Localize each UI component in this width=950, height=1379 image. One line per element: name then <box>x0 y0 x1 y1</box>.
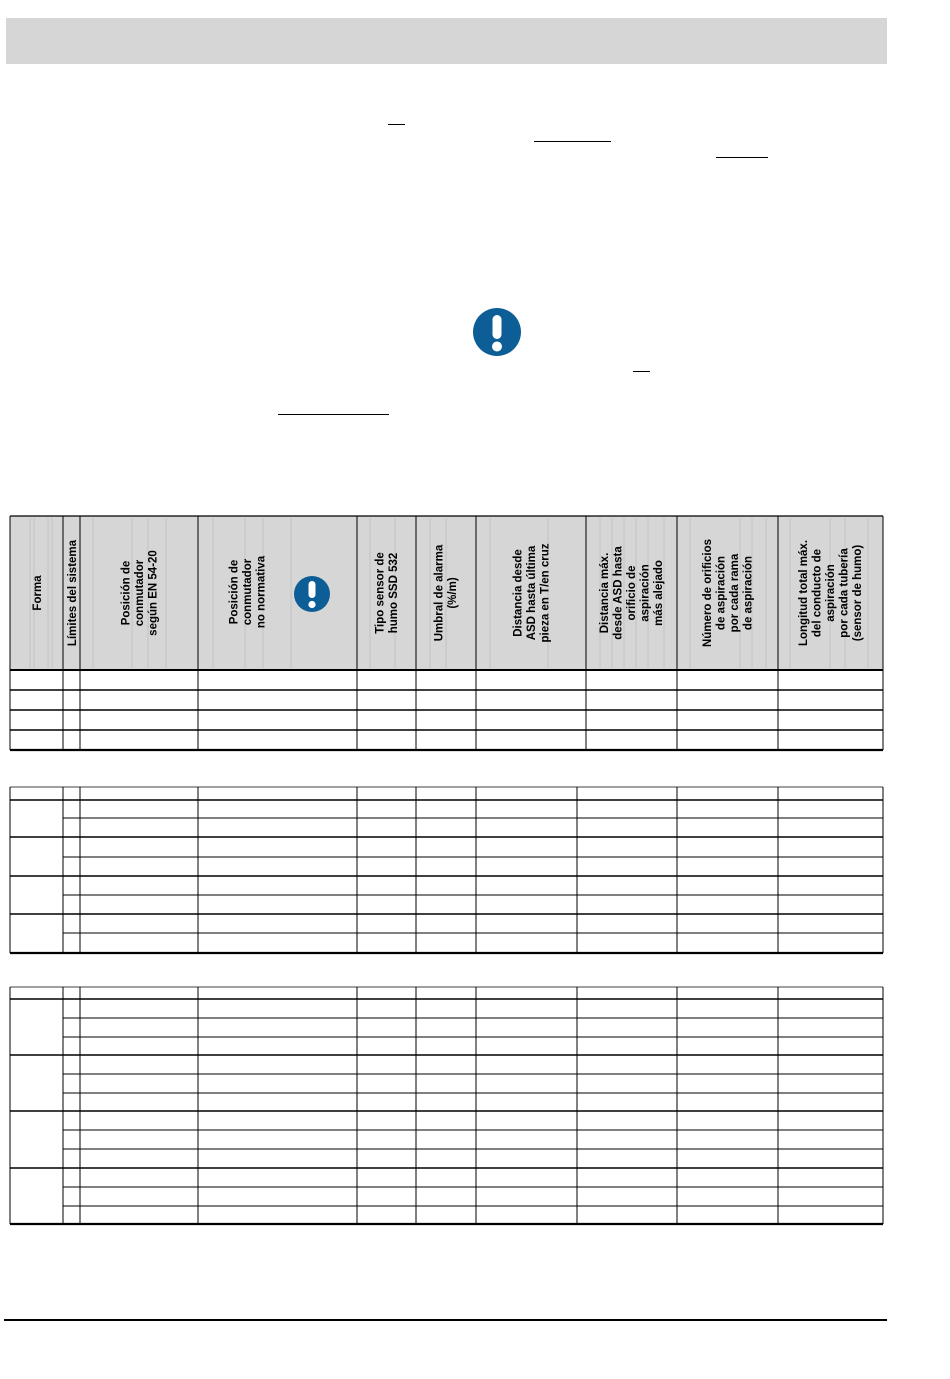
footer-rule <box>4 1319 887 1321</box>
header-label-limites: Límites del sistema <box>67 539 79 647</box>
header-label-umbral: Umbral de alarma <box>433 544 446 642</box>
header-label-posicion_en: según EN 54-20 <box>147 550 160 636</box>
header-label-posicion_en: conmutador <box>134 559 146 627</box>
header-label-distancia_t: Distancia desde <box>512 549 525 637</box>
header-label-distancia_max: desde ASD hasta <box>612 546 625 640</box>
header-label-distancia_max: Distancia máx. <box>599 552 611 634</box>
header-label-tipo_sensor: Tipo sensor de <box>374 552 387 634</box>
header-label-distancia_t: ASD hasta última <box>526 545 538 641</box>
header-label-longitud_total: (sensor de humo) <box>852 544 864 642</box>
header-label-distancia_t: pieza en T/en cruz <box>539 543 552 643</box>
header-label-numero_orificios: Número de orificios <box>701 539 714 647</box>
header-label-longitud_total: por cada tubería <box>838 548 851 638</box>
header-label-distancia_max: más alejado <box>653 560 665 626</box>
exclamation-icon-dot <box>308 601 315 608</box>
header-label-numero_orificios: por cada rama <box>728 553 741 633</box>
header-label-longitud_total: aspiración <box>825 564 837 622</box>
header-label-posicion_no: no normativa <box>255 555 268 629</box>
header-label-umbral: (%/m) <box>446 577 459 609</box>
header-label-longitud_total: del conducto de <box>811 548 824 638</box>
header-label-numero_orificios: de aspiración <box>742 555 755 631</box>
header-label-tipo_sensor: humo SSD 532 <box>387 552 400 634</box>
header-label-forma: Forma <box>32 575 44 611</box>
header-label-posicion_en: Posición de <box>120 560 133 626</box>
header-label-numero_orificios: de aspiración <box>715 555 728 631</box>
header-label-posicion_no: conmutador <box>242 558 254 626</box>
header-label-longitud_total: Longitud total máx. <box>798 539 810 647</box>
exclamation-icon-bar <box>309 581 316 598</box>
header-label-distancia_max: aspiración <box>639 564 652 622</box>
header-label-posicion_no: Posición de <box>228 559 241 625</box>
header-label-distancia_max: orificio de <box>626 565 638 621</box>
